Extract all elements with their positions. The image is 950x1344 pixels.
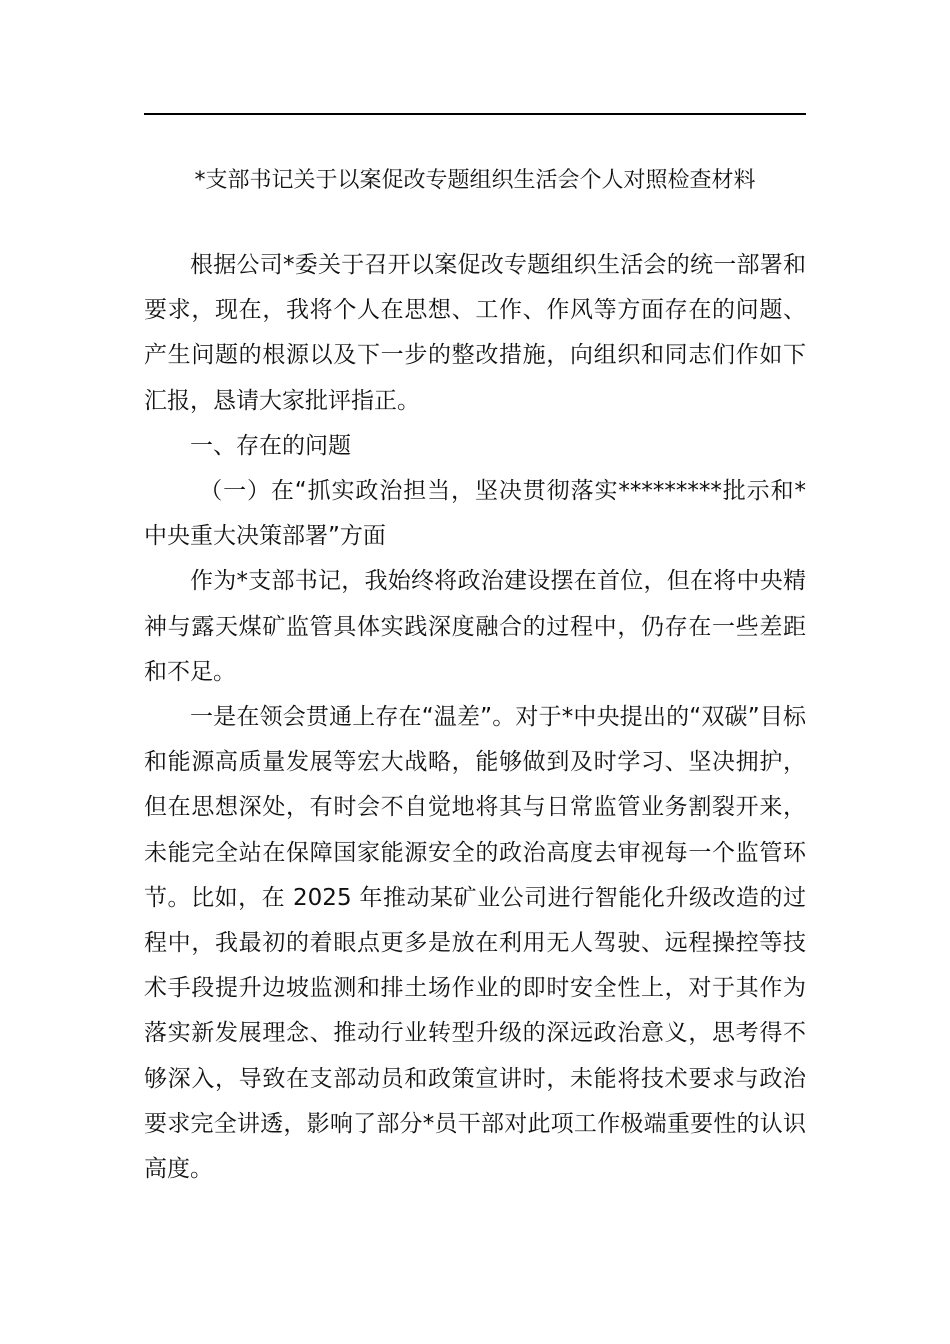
- header-rule: [144, 113, 806, 115]
- document-body: [144, 243, 806, 1192]
- intro-paragraph: 根据公司*委关于召开以案促改专题组织生活会的统一部署和要求，现在，我将个人在思想、工作、作风等方面存在的问题、产生问题的根源以及下一步的整改措施，向组织和同志们作如下汇报，恳请大家批评指正。: [144, 252, 806, 414]
- subsection-heading: （一）在“抓实政治担当，坚决贯彻落实*********批示和*中央重大决策部署”方面: [144, 478, 806, 550]
- document-title: *支部书记关于以案促改专题组织生活会个人对照检查材料: [194, 168, 756, 193]
- body-paragraph: 作为*支部书记，我始终将政治建设摆在首位，但在将中央精神与露天煤矿监管具体实践深度融合的过程中，仍存在一些差距和不足。: [144, 568, 806, 685]
- section-heading: 一、存在的问题: [190, 432, 351, 459]
- body-paragraph: 一是在领会贯通上存在“温差”。对于*中央提出的“双碳”目标和能源高质量发展等宏大战略，能够做到及时学习、坚决拥护，但在思想深处，有时会不自觉地将其与日常监管业务割裂开来，未能完全站在保障国家能源安全的政治高度去审视每一个监管环节。比如，在 2025 年推动某矿业公司进行智能化升级改造的过程中，我最初的着眼点更多是放在利用无人驾驶、远程操控等技术手段提升边坡监测和排土场作业的即时安全性上，对于其作为落实新发展理念、推动行业转型升级的深远政治意义，思考得不够深入，导致在支部动员和政策宣讲时，未能将技术要求与政治要求完全讲透，影响了部分*员干部对此项工作极端重要性的认识高度。: [144, 704, 806, 1183]
